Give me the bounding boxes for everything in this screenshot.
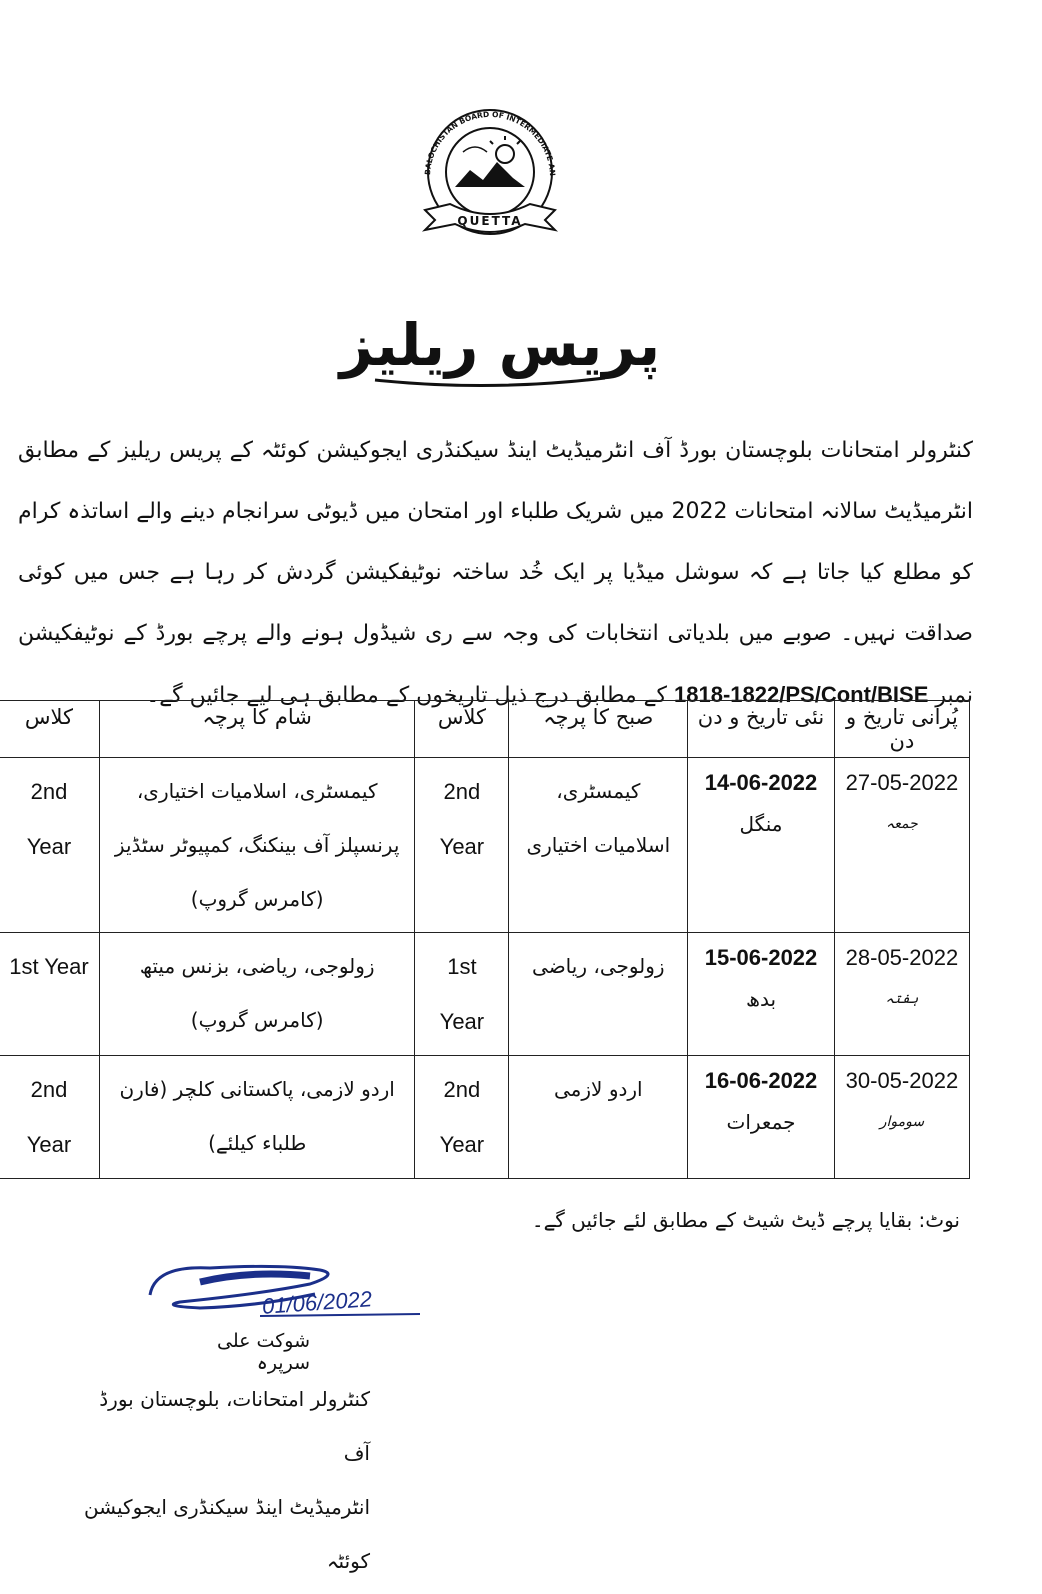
morning-class-cell [415, 1056, 509, 1179]
body-text-part2: کے مطابق درج ذیل تاریخوں کے مطابق ہی لیے جائیں گے۔ [146, 683, 668, 708]
body-text-part1: کنٹرولر امتحانات بلوچستان بورڈ آف انٹرمیڈیٹ اینڈ سیکنڈری ایجوکیشن کوئٹہ کے پریس ریلیز کے مطابق انٹرمیڈیٹ سالانہ امتحانات 2022 میں شریک طلباء اور امتحان میں ڈیوٹی سرانجام دینے والے اساتذہ کرام کو مطلع کیا جاتا ہے کہ سوشل میڈیا پر ایک خُد ساختہ نوٹیفکیشن گردش کر رہا ہے جس میں کوئی صداقت نہیں۔ صوبے میں بلدیاتی انتخابات کی وجہ سے ری شیڈول ہونے والے پرچے بورڈ کے نوٹیفکیشن نمبر [18, 438, 973, 708]
header-morning-class: کلاس [415, 701, 509, 758]
new-day: جمعرات [726, 1110, 796, 1134]
morning-paper: زولوجی، ریاضی [532, 954, 665, 978]
header-evening-paper: شام کا پرچہ [99, 701, 414, 758]
morning-class-cell [415, 758, 509, 933]
morning-paper-cell [509, 758, 688, 933]
evening-class-cell [0, 1056, 99, 1179]
evening-paper-cell [99, 758, 414, 933]
evening-class-cell [0, 758, 99, 933]
evening-paper: کیمسٹری، اسلامیات اختیاری، پرنسپلز آف بینکنگ، کمپیوٹر سٹڈیز (کامرس گروپ) [114, 779, 400, 911]
table-row [0, 1056, 970, 1179]
morning-paper-cell [509, 933, 688, 1056]
evening-class: 2nd Year [26, 779, 72, 859]
evening-class: 1st Year [9, 954, 89, 979]
morning-paper: کیمسٹری، اسلامیات اختیاری [526, 779, 671, 857]
header-old-date: پُرانی تاریخ و دن [834, 701, 969, 758]
schedule-table [0, 700, 970, 1179]
signature-date: 01/06/2022 [261, 1286, 373, 1319]
evening-paper-cell [99, 933, 414, 1056]
morning-class: 2nd Year [439, 779, 485, 859]
evening-class: 2nd Year [26, 1077, 72, 1157]
new-date-cell [688, 758, 835, 933]
new-date: 14-06-2022 [704, 770, 818, 795]
old-date-cell [834, 1056, 969, 1179]
svg-text:BALOCHISTAN BOARD OF INTERMEDI: BALOCHISTAN BOARD OF INTERMEDIATE AN [422, 109, 558, 177]
morning-class: 2nd Year [439, 1077, 485, 1157]
old-day: سوموار [879, 1114, 925, 1130]
old-date: 28-05-2022 [845, 945, 959, 970]
new-date: 16-06-2022 [704, 1068, 818, 1093]
header-new-date: نئی تاریخ و دن [688, 701, 835, 758]
morning-paper: اردو لازمی [554, 1077, 643, 1101]
table-row [0, 758, 970, 933]
title-underline [370, 370, 610, 390]
note-text: نوٹ: بقایا پرچے ڈیٹ شیٹ کے مطابق لئے جائیں گے۔ [531, 1208, 960, 1232]
evening-paper: زولوجی، ریاضی، بزنس میتھ (کامرس گروپ) [139, 954, 375, 1032]
evening-class-cell [0, 933, 99, 1056]
header-evening-class: کلاس [0, 701, 99, 758]
old-date: 27-05-2022 [845, 770, 959, 795]
new-day: بدھ [745, 987, 777, 1011]
header-morning-paper: صبح کا پرچہ [509, 701, 688, 758]
evening-paper: اردو لازمی، پاکستانی کلچر (فارن طلباء کیلئے) [119, 1077, 395, 1155]
board-seal-logo [405, 92, 575, 242]
seal-emblem-icon [405, 92, 575, 242]
morning-paper-cell [509, 1056, 688, 1179]
old-date-cell [834, 758, 969, 933]
new-date: 15-06-2022 [704, 945, 818, 970]
old-date-cell [834, 933, 969, 1056]
signatory-designation [80, 1372, 370, 1588]
table-row [0, 933, 970, 1056]
table-header-row [0, 701, 970, 758]
old-day: جمعہ [886, 816, 918, 832]
designation-line-1: کنٹرولر امتحانات، بلوچستان بورڈ آف [99, 1387, 370, 1465]
press-release-body [18, 420, 973, 726]
designation-line-2: انٹرمیڈیٹ اینڈ سیکنڈری ایجوکیشن کوئٹہ [83, 1495, 370, 1573]
new-day: منگل [739, 812, 783, 836]
new-date-cell [688, 1056, 835, 1179]
notification-number: 1818-1822/PS/Cont/BISE [674, 682, 929, 707]
seal-city-text: QUETTA [457, 214, 523, 228]
morning-class-cell [415, 933, 509, 1056]
new-date-cell [688, 933, 835, 1056]
signatory-name: شوکت علی سرپرہ [217, 1330, 310, 1374]
old-date: 30-05-2022 [845, 1068, 959, 1093]
page-title: پریس ریلیز [339, 311, 661, 379]
morning-class: 1st Year [439, 954, 485, 1034]
signature-scribble-icon [140, 1250, 440, 1330]
old-day: ہفتہ [885, 991, 919, 1007]
evening-paper-cell [99, 1056, 414, 1179]
